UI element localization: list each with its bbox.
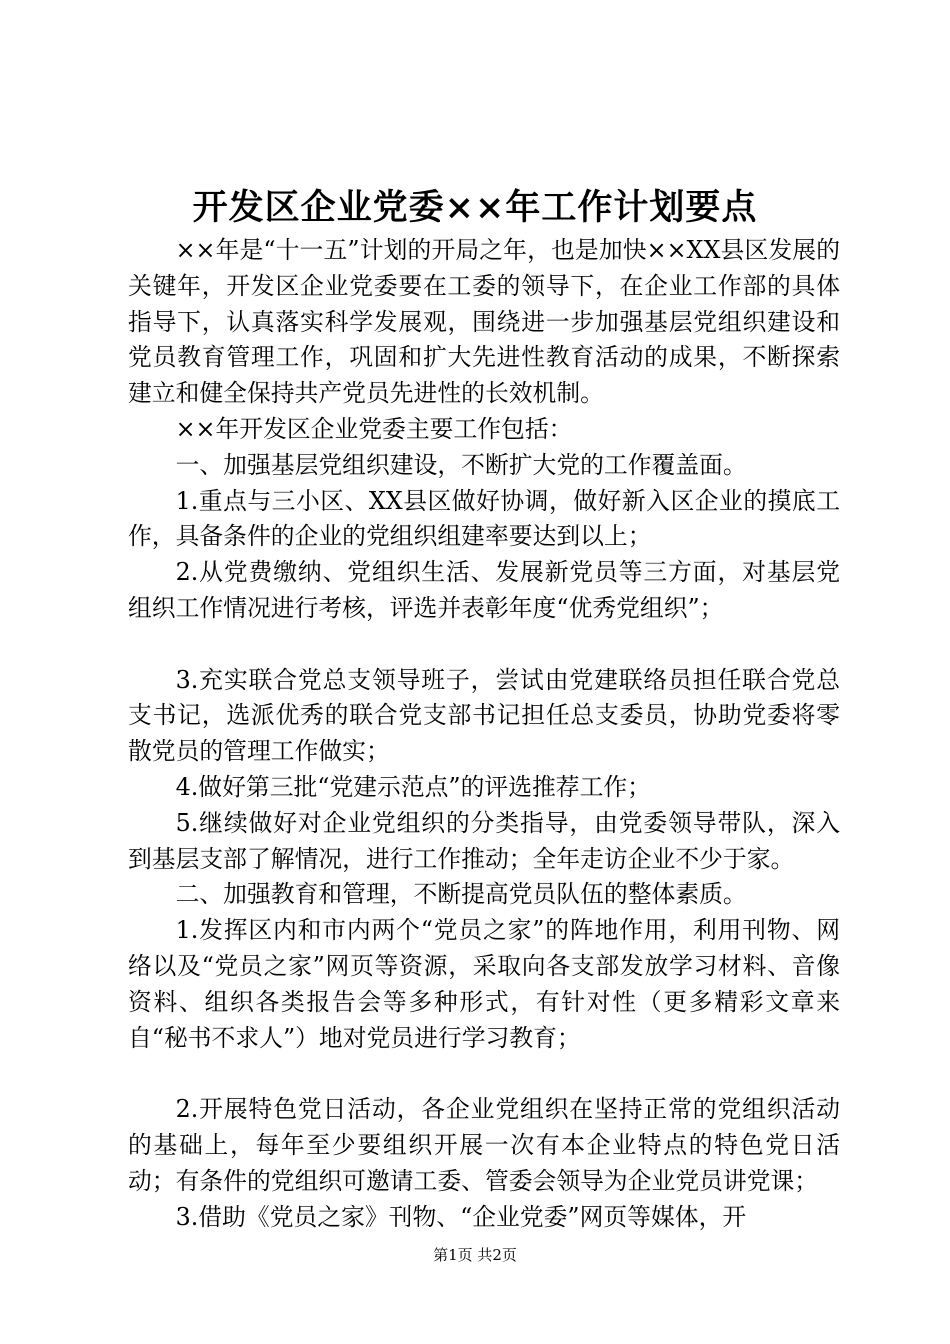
list-item-1-4: 4.做好第三批“党建示范点”的评选推荐工作； [175,772,651,801]
section-heading-2: 二、加强教育和管理，不断提高党员队伍的整体素质。 [175,880,747,909]
list-item-1-2: 2.从党费缴纳、党组织生活、发展新党员等三方面，对基层党组织工作情况进行考核，评选并表彰年度“优秀党组织”； [128,558,840,622]
list-item-1-3: 3.充实联合党总支领导班子，尝试由党建联络员担任联合党总支书记，选派优秀的联合党支部书记担任总支委员，协助党委将零散党员的管理工作做实； [128,665,840,766]
paragraph-intro: ××年是“十一五”计划的开局之年，也是加快××XX县区发展的关键年，开发区企业党委要在工委的领导下，在企业工作部的具体指导下，认真落实科学发展观，围绕进一步加强基层党组织建设和党员教育管理工作，巩固和扩大先进性教育活动的成果，不断探索建立和健全保持共产党员先进性的长效机制。 [128,236,840,408]
document-title: 开发区企业党委××年工作计划要点 [192,187,758,228]
document-body [128,233,840,1235]
list-item-1-5: 5.继续做好对企业党组织的分类指导，由党委领导带队，深入到基层支部了解情况，进行工作推动；全年走访企业不少于家。 [128,808,840,873]
list-item-2-3: 3.借助《党员之家》刊物、“企业党委”网页等媒体，开 [175,1202,747,1231]
list-item-1-1: 1.重点与三小区、XX县区做好协调，做好新入区企业的摸底工作，具备条件的企业的党组织组建率要达到以上； [128,486,840,551]
section-heading-1: 一、加强基层党组织建设，不断扩大党的工作覆盖面。 [175,450,747,479]
paragraph-work-summary: ××年开发区企业党委主要工作包括： [175,414,573,443]
list-item-2-1: 1.发挥区内和市内两个“党员之家”的阵地作用，利用刊物、网络以及“党员之家”网页等资源，采取向各支部发放学习材料、音像资料、组织各类报告会等多种形式，有针对性（更多精彩文章来自“秘书不求人”）地对党员进行学习教育； [128,916,840,1052]
list-item-2-2: 2.开展特色党日活动，各企业党组织在坚持正常的党组织活动的基础上，每年至少要组织开展一次有本企业特点的特色党日活动；有条件的党组织可邀请工委、管委会领导为企业党员讲党课； [128,1095,840,1195]
page-number-footer: 第1页 共2页 [433,1246,517,1264]
